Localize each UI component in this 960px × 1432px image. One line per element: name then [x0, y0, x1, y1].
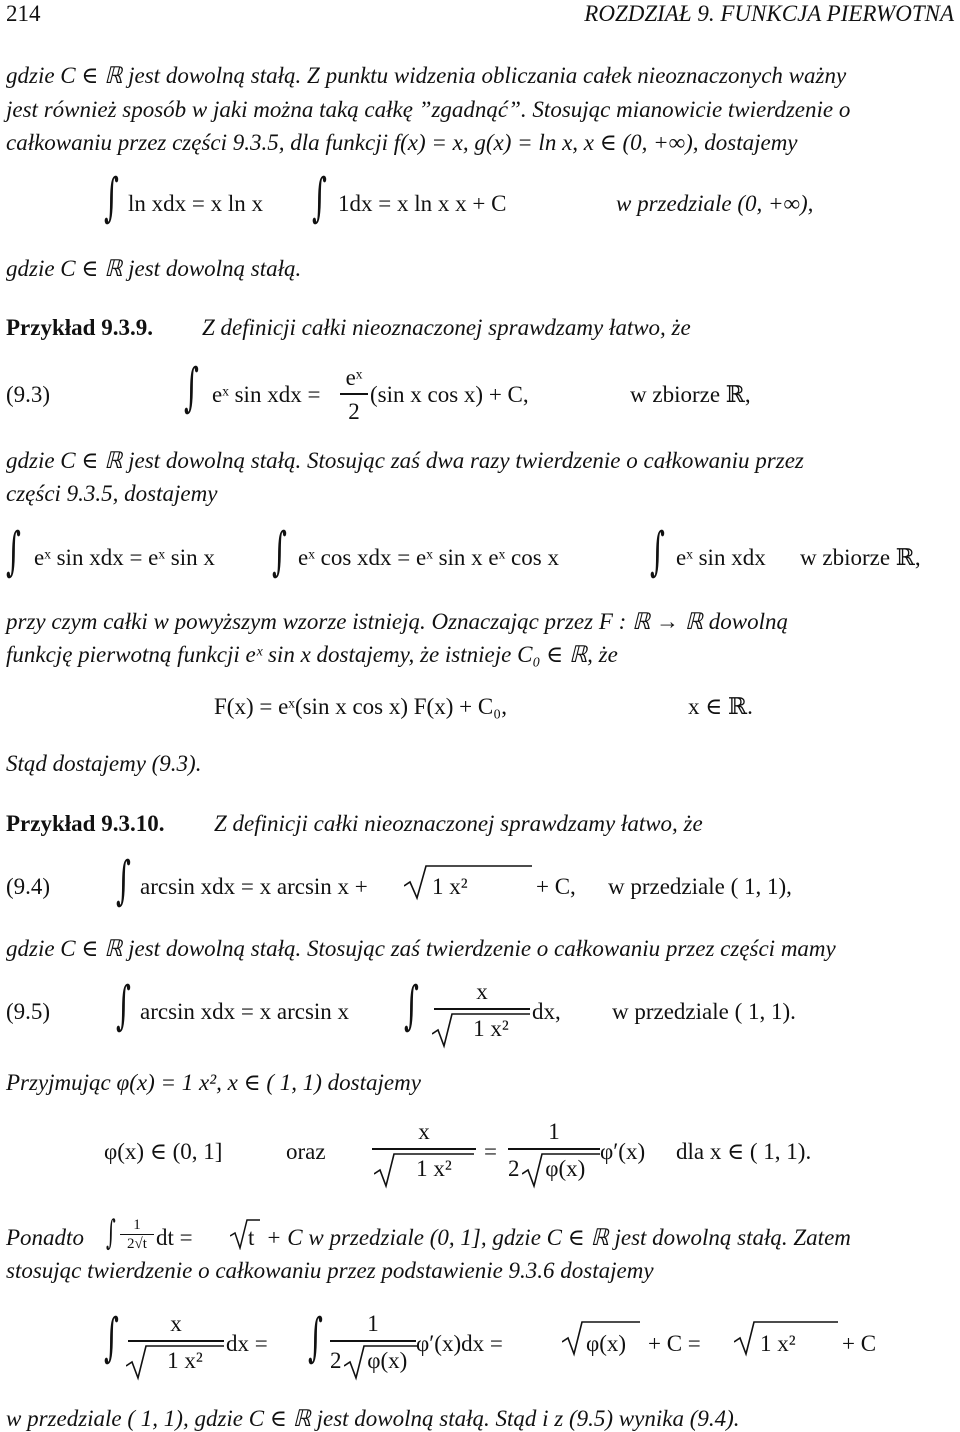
fraction-numerator: x	[170, 1311, 182, 1336]
page-number: 214	[6, 1, 41, 26]
integral-sign: ∫	[184, 358, 199, 418]
equation-part: arcsin xdx = x arcsin x	[140, 999, 350, 1024]
equation-part: 1dx = x ln x x + C	[338, 191, 507, 216]
integral-sign: ∫	[312, 168, 327, 228]
fraction-bar	[340, 393, 368, 395]
equation-part: φ(x) ∈ (0, 1]	[104, 1139, 223, 1164]
equation-part: + C,	[536, 874, 576, 899]
paragraph-line: gdzie C ∈ ℝ jest dowolną stałą. Z punktu widzenia obliczania całek nieoznaczonych ważny	[6, 63, 847, 88]
fraction-numerator: 1	[548, 1119, 560, 1144]
fraction-denominator: 2	[348, 399, 360, 424]
paragraph-part: + C w przedziale (0, 1], gdzie C ∈ ℝ jest dowolną stałą. Zatem	[266, 1225, 851, 1250]
paragraph-line: gdzie C ∈ ℝ jest dowolną stałą. Stosując zaś twierdzenie o całkowaniu przez części mamy	[6, 936, 836, 961]
equation-part: φ′(x)	[600, 1139, 646, 1164]
sqrt-radicand: φ(x)	[586, 1331, 627, 1356]
integral-sign: ∫	[6, 522, 21, 582]
equation-part: eˣ cos xdx = eˣ sin x eˣ cos x	[298, 545, 559, 570]
example-text: Z definicji całki nieoznaczonej sprawdzamy łatwo, że	[214, 811, 703, 836]
equation-part: + C	[842, 1331, 877, 1356]
equation-part: arcsin xdx = x arcsin x +	[140, 874, 368, 899]
equation-part: eˣ sin xdx =	[212, 382, 321, 407]
paragraph-part: Ponadto	[6, 1225, 84, 1250]
equation-part: F(x) = eˣ(sin x cos x) F(x) + C₀,	[214, 694, 507, 719]
sqrt-sign	[404, 864, 534, 902]
equation-part: eˣ sin xdx	[676, 545, 766, 570]
fraction-denominator-coef: 2	[330, 1348, 342, 1373]
fraction-numerator: x	[418, 1119, 430, 1144]
paragraph-line: całkowaniu przez części 9.3.5, dla funkcji f(x) = x, g(x) = ln x, x ∈ (0, +∞), dostajemy	[6, 130, 798, 155]
equation-label: (9.4)	[6, 874, 51, 899]
equation-domain: w przedziale ( 1, 1).	[612, 999, 796, 1024]
paragraph-line: w przedziale ( 1, 1), gdzie C ∈ ℝ jest dowolną stałą. Stąd i z (9.5) wynika (9.4).	[6, 1406, 740, 1431]
equation-word: oraz	[286, 1139, 326, 1164]
paragraph-line: jest również sposób w jaki można taką całkę ”zgadnąć”. Stosując mianowicie twierdzenie o	[6, 97, 851, 122]
sqrt-radicand: φ(x)	[545, 1156, 586, 1181]
fraction-bar	[120, 1234, 154, 1235]
fraction-denominator-coef: 2	[508, 1156, 520, 1181]
paragraph-part: dt =	[156, 1225, 193, 1250]
equation-part: ln xdx = x ln x	[128, 191, 264, 216]
fraction-denominator: 1 x²	[167, 1348, 203, 1373]
equation-part: φ′(x)dx =	[416, 1331, 503, 1356]
example-text: Z definicji całki nieoznaczonej sprawdzamy łatwo, że	[202, 315, 691, 340]
sqrt-sign	[230, 1218, 262, 1250]
fraction-numerator: x	[476, 979, 488, 1004]
sqrt-radicand: φ(x)	[367, 1348, 408, 1373]
fraction-numerator: 1	[133, 1217, 141, 1233]
sqrt-radicand: 1 x²	[432, 874, 468, 899]
integral-sign: ∫	[104, 1308, 119, 1368]
fraction	[120, 1218, 154, 1252]
paragraph-line: gdzie C ∈ ℝ jest dowolną stałą. Stosując zaś dwa razy twierdzenie o całkowaniu przez	[6, 448, 804, 473]
paragraph-line: części 9.3.5, dostajemy	[6, 481, 218, 506]
example-title: Przykład 9.3.9.	[6, 315, 153, 340]
example-title: Przykład 9.3.10.	[6, 811, 165, 836]
equation-part: eˣ sin xdx = eˣ sin x	[34, 545, 215, 570]
equation-domain: w przedziale (0, +∞),	[616, 191, 814, 216]
paragraph-line: gdzie C ∈ ℝ jest dowolną stałą.	[6, 256, 302, 281]
sqrt-radicand: 1 x²	[760, 1331, 796, 1356]
integral-sign: ∫	[116, 976, 131, 1036]
sqrt-sign	[126, 1342, 226, 1382]
fraction-numerator: 1	[367, 1311, 379, 1336]
integral-sign: ∫	[308, 1308, 323, 1368]
equation-label: (9.5)	[6, 999, 51, 1024]
equation-part: =	[484, 1139, 497, 1164]
sqrt-radicand: t	[248, 1225, 255, 1250]
equation-domain: w zbiorze ℝ,	[800, 545, 921, 570]
integral-sign: ∫	[650, 522, 665, 582]
integral-sign: ∫	[116, 851, 131, 911]
equation-domain: x ∈ ℝ.	[688, 694, 753, 719]
equation-domain: w przedziale ( 1, 1),	[608, 874, 792, 899]
equation-part: + C =	[648, 1331, 701, 1356]
fraction-numerator: eˣ	[345, 365, 363, 390]
fraction-denominator: 2√t	[127, 1236, 147, 1252]
paragraph-line: funkcję pierwotną funkcji eˣ sin x dostajemy, że istnieje C₀ ∈ ℝ, że	[6, 642, 618, 667]
fraction-denominator: 1 x²	[473, 1016, 509, 1041]
integral-sign: ∫	[272, 522, 287, 582]
sqrt-sign	[522, 1150, 602, 1190]
fraction	[340, 366, 368, 423]
chapter-title: ROZDZIAŁ 9. FUNKCJA PIERWOTNA	[584, 1, 954, 26]
integral-sign: ∫	[106, 1213, 116, 1253]
equation-domain: dla x ∈ ( 1, 1).	[676, 1139, 812, 1164]
equation-part: dx,	[532, 999, 561, 1024]
paragraph-line: przy czym całki w powyższym wzorze istnieją. Oznaczając przez F : ℝ → ℝ dowolną	[6, 609, 788, 634]
integral-sign: ∫	[404, 976, 419, 1036]
fraction-denominator: 1 x²	[416, 1156, 452, 1181]
paragraph-line: Przyjmując φ(x) = 1 x², x ∈ ( 1, 1) dostajemy	[6, 1070, 421, 1095]
paragraph-line: Stąd dostajemy (9.3).	[6, 751, 202, 776]
equation-part: (sin x cos x) + C,	[370, 382, 529, 407]
integral-sign: ∫	[104, 168, 119, 228]
equation-domain: w zbiorze ℝ,	[630, 382, 751, 407]
sqrt-sign	[344, 1342, 420, 1382]
paragraph-line: stosując twierdzenie o całkowaniu przez podstawienie 9.3.6 dostajemy	[6, 1258, 654, 1283]
equation-part: dx =	[226, 1331, 268, 1356]
equation-label: (9.3)	[6, 382, 51, 407]
sqrt-sign	[432, 1010, 532, 1050]
sqrt-sign	[374, 1150, 476, 1190]
